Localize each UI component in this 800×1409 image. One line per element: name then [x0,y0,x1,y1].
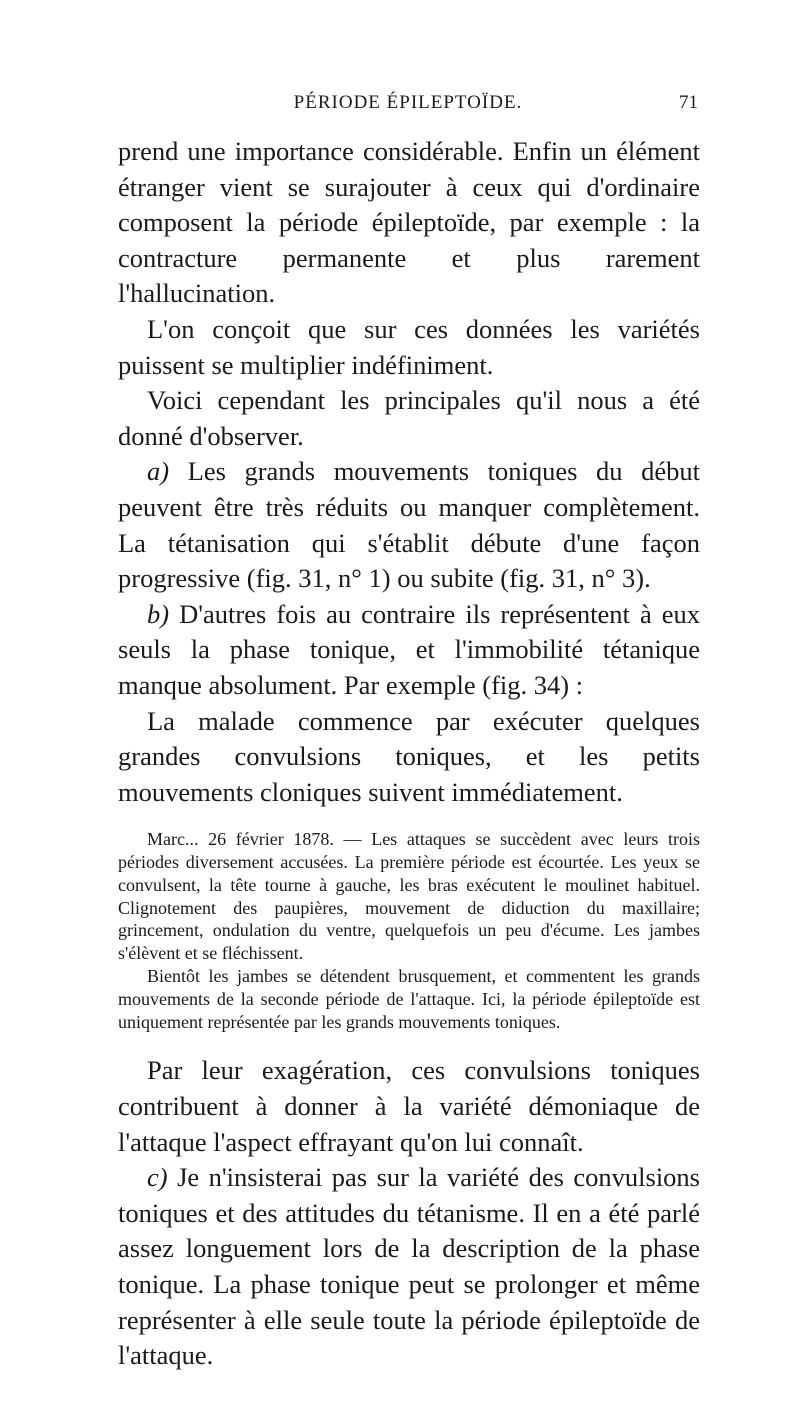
variety-c-text: Je n'insisterai pas sur la variété des convulsions toniques et des attitudes du tétanisme. Il en a été parlé assez longuement lors de la description de la phase tonique. La phase tonique peut se prolonger et même représenter à elle seule toute la période épileptoïde de l'attaque. [118,1162,700,1371]
observation-block [118,828,700,1033]
running-title: PÉRIODE ÉPILEPTOÏDE. [293,92,523,113]
variety-a-text: Les grands mouvements toniques du début peuvent être très réduits ou manquer complètement. La tétanisation qui s'établit débute d'une façon progressive (fig. 31, n° 1) ou subite (fig. 31, n° 3). [118,456,700,594]
paragraph-continuation: prend une importance considérable. Enfin un élément étranger vient se surajouter à ceux qui d'ordinaire composent la période épileptoïde, par exemple : la contracture permanente et plus rarement l'hallucination. [118,136,700,309]
variety-b-text: D'autres fois au contraire ils représentent à eux seuls la phase tonique, et l'immobilité tétanique manque absolument. Par exemple (fig. 34) : [118,598,700,700]
page-number: 71 [679,92,698,113]
paragraph-demoniac-variety: Par leur exagération, ces convulsions toniques contribuent à donner à la variété démoniaque de l'attaque l'aspect effrayant qu'on lui connaît. [118,1055,700,1157]
paragraph-patient-example: La malade commence par exécuter quelques grandes convulsions toniques, et les petits mouvements cloniques suivent immédiatement. [118,705,700,807]
page-body [118,134,700,1374]
paragraph-variety-b [118,597,700,704]
paragraph-variety-c [118,1160,700,1374]
variety-b-label: b) [147,598,170,629]
running-head [118,92,698,118]
observation-paragraph-2: Bientôt les jambes se détendent brusquement, et commentent les grands mouvements de la seconde période de l'attaque. Ici, la période épileptoïde est uniquement représentée par les grands mouvements toniques. [118,966,700,1032]
paragraph-varieties: L'on conçoit que sur ces données les variétés puissent se multiplier indéfiniment. [118,313,700,380]
variety-a-label: a) [147,456,170,487]
paragraph-variety-a [118,454,700,596]
variety-c-label: c) [147,1162,168,1193]
paragraph-principal-varieties: Voici cependant les principales qu'il nous a été donné d'observer. [118,385,700,451]
observation-paragraph-1: Marc... 26 février 1878. — Les attaques se succèdent avec leurs trois périodes diversement accusées. La première période est écourtée. Les yeux se convulsent, la tête tourne à gauche, les bras exécutent le moulinet habituel. Clignotement des paupières, mouvement de diduction du maxillaire; grincement, ondulation du ventre, quelquefois un peu d'écume. Les jambes s'élèvent et se fléchissent. [118,829,700,964]
